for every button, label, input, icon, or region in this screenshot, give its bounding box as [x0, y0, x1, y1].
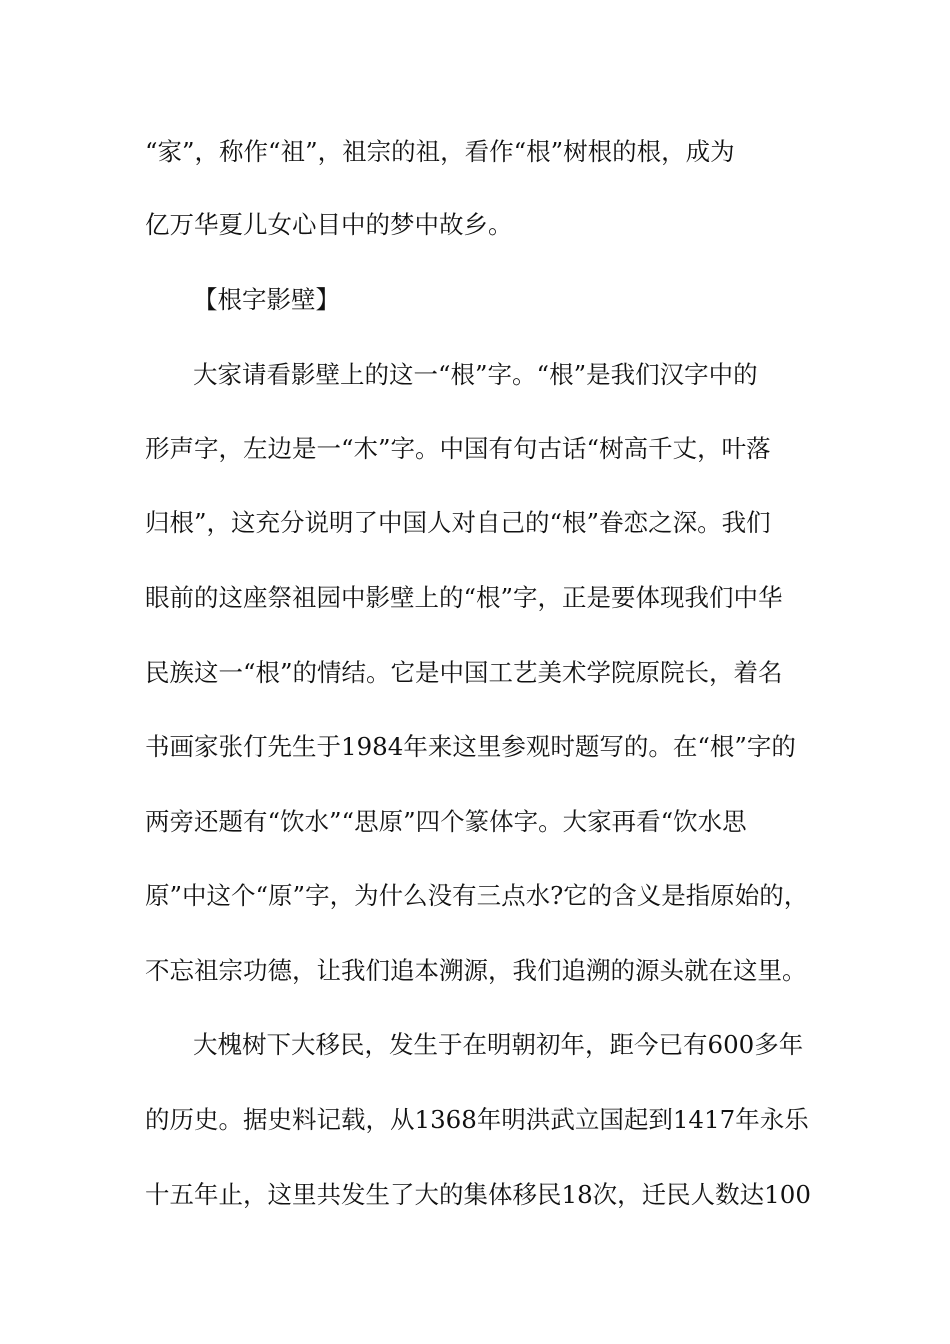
text-line: 眼前的这座祭祖园中影壁上的“根”字，正是要体现我们中华	[145, 583, 783, 612]
text-line: 归根”，这充分说明了中国人对自己的“根”眷恋之深。我们	[145, 508, 771, 537]
text-line: 民族这一“根”的情结。它是中国工艺美术学院原院长，着名	[145, 658, 783, 687]
text-line: 两旁还题有“饮水”“思原”四个篆体字。大家再看“饮水思	[145, 807, 747, 836]
section-heading: 【根字影壁】	[193, 285, 340, 314]
text-line: 的历史。据史料记载，从1368年明洪武立国起到1417年永乐	[145, 1105, 809, 1134]
text-line: 大家请看影壁上的这一“根”字。“根”是我们汉字中的	[193, 360, 758, 389]
text-line: 大槐树下大移民，发生于在明朝初年，距今已有600多年	[193, 1030, 804, 1059]
text-line: 形声字，左边是一“木”字。中国有句古话“树高千丈，叶落	[145, 434, 771, 463]
text-line: 原”中这个“原”字，为什么没有三点水?它的含义是指原始的，	[145, 881, 809, 910]
text-line: 亿万华夏儿女心目中的梦中故乡。	[145, 210, 513, 239]
text-line: 不忘祖宗功德，让我们追本溯源，我们追溯的源头就在这里。	[145, 956, 807, 985]
text-line: 书画家张仃先生于1984年来这里参观时题写的。在“根”字的	[145, 732, 796, 761]
text-line: 十五年止，这里共发生了大的集体移民18次，迁民人数达100	[145, 1180, 811, 1209]
text-line: “家”，称作“祖”，祖宗的祖，看作“根”树根的根，成为	[145, 137, 735, 166]
